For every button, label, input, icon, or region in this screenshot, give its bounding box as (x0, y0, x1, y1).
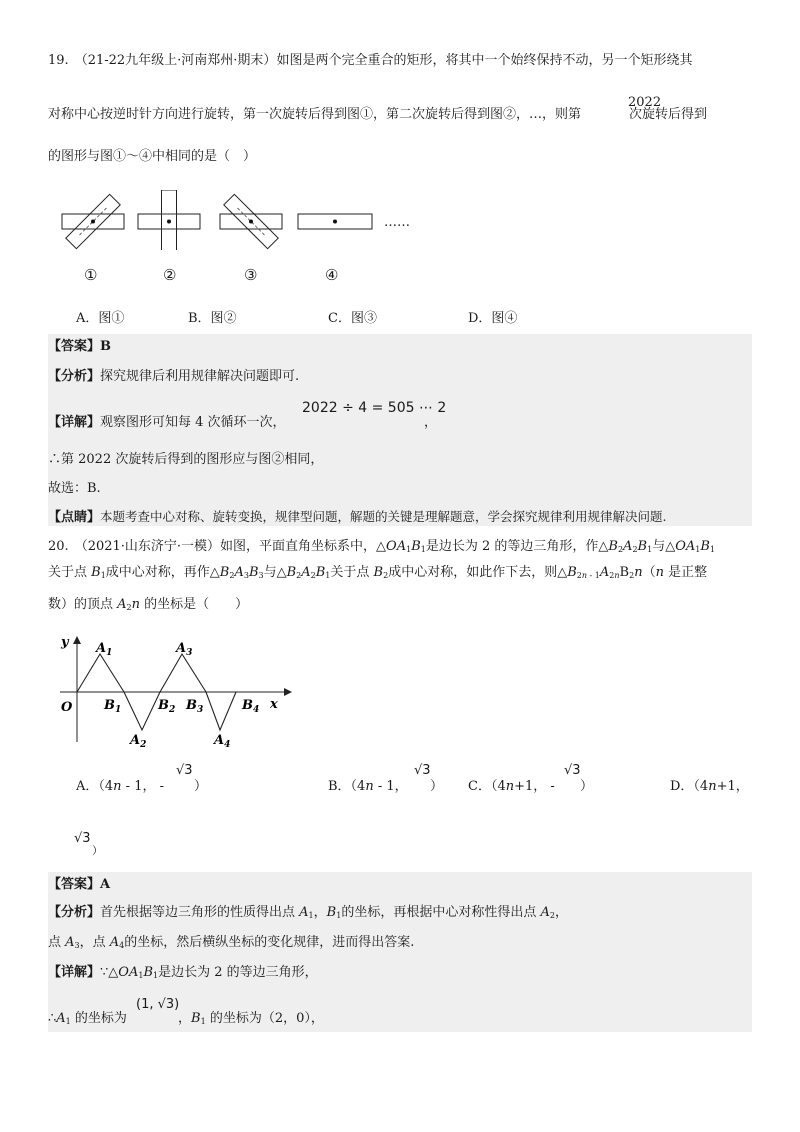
q19-analysis-tag: 【分析】 (48, 369, 101, 384)
q19-stem-line2b: 次旋转后得到 (629, 107, 708, 122)
q19-year: 2022 (628, 95, 662, 110)
q19-figure-2 (138, 190, 200, 250)
q19-figures (54, 190, 494, 250)
q19-option-a: A．图① (76, 311, 125, 326)
q20-detail-line2-tail: ，$B_1$ 的坐标为（2，0）， (178, 1011, 324, 1026)
q19-choice: 故选：B. (48, 481, 101, 496)
q19-fig-label-1: ① (84, 266, 98, 284)
q20-option-d: D．（4n+1， (670, 779, 749, 794)
q19-figure-4 (298, 214, 372, 229)
q20-option-c-end: ） (580, 779, 594, 794)
q20-option-b-sqrt: √3 (414, 763, 431, 778)
q19-fig-label-3: ③ (244, 266, 258, 284)
q19-line1 (48, 52, 692, 70)
q20-analysis-tag: 【分析】 (48, 905, 101, 920)
q20-detail: 【详解】$\because\triangle OA_1B_1$是边长为 2 的等边三角形， (48, 965, 318, 980)
q19-analysis-text: 探究规律后利用规律解决问题即可. (100, 369, 300, 384)
q19-comment-tag: 【点睛】 (48, 510, 101, 525)
q20-option-b: B．（4n - 1， (328, 779, 408, 794)
q20-label-a2: $A_2$ (130, 733, 147, 750)
q20-option-a-end: ） (194, 779, 208, 794)
q20-number: 20. (48, 539, 69, 554)
q19-line2 (48, 106, 707, 124)
q19-stem-line1: 如图是两个完全重合的矩形，将其中一个始终保持不动，另一个矩形绕其 (276, 53, 693, 68)
q20-y-label: y (61, 635, 69, 650)
q20-detail-line2: $\therefore A_1$ 的坐标为 (48, 1011, 127, 1026)
q20-coordinate-figure (58, 632, 298, 752)
q20-coord: (1, √3) (136, 997, 180, 1012)
q20-analysis-line2: 点 $A_3$，点 $A_4$的坐标，然后横纵坐标的变化规律，进而得出答案. (48, 935, 415, 950)
q20-y-axis-arrow (73, 636, 81, 644)
q19-comment (48, 508, 667, 527)
q20-label-b2: $B_2$ (158, 698, 176, 715)
q20-option-a: A．（4n - 1， - (76, 779, 165, 794)
q19-analysis (48, 368, 299, 386)
q20-line2: 关于点 $B_1$成中心对称，再作$\triangle B_2A_3B_3$与$\triangle B_2A_2B_1$关于点 $B_2$成中心对称，如此作下去，则$\triangle B_{2n - 1}A_{2n}B_2n(n$ 是正整 (48, 565, 708, 580)
q20-label-b3: $B_3$ (186, 698, 204, 715)
q20-source: （2021·山东济宁·一模） (74, 539, 221, 554)
q20-option-d-end: ） (92, 844, 103, 857)
q19-line3: 的图形与图①～④中相同的是（ ） (48, 149, 257, 164)
q20-option-c: C．（4n+1， - (468, 779, 555, 794)
q19-source: （21-22九年级上·河南郑州·期末） (74, 53, 277, 68)
q20-analysis: 【分析】首先根据等边三角形的性质得出点 $A_1$，$B_1$的坐标，再根据中心对称性得出点 $A_2$， (48, 905, 568, 920)
q19-detail-text: 观察图形可知每 4 次循环一次， (100, 415, 286, 430)
q19-fig-label-4: ④ (325, 266, 339, 284)
q19-ellipsis: …… (384, 215, 410, 230)
q19-formula: 2022 ÷ 4 = 505 ⋯ 2 (302, 400, 447, 416)
q19-option-c: C．图③ (328, 311, 377, 326)
q20-line3: 数）的顶点 $A_2n$ 的坐标是（ ） (48, 597, 249, 612)
q20-x-axis-arrow (284, 688, 292, 696)
q20-label-b1: $B_1$ (104, 698, 122, 715)
q20-label-a3: $A_3$ (176, 641, 193, 658)
q20-line1: 20. （2021·山东济宁·一模）如图，平面直角坐标系中，$\triangle OA_1B_1$是边长为 2 的等边三角形，作$\triangle B_2A_2B_1$与$\triangle OA_1B_1$ (48, 539, 715, 554)
q20-x-label: x (270, 697, 278, 712)
q20-label-a4: $A_4$ (214, 733, 231, 750)
q19-option-d: D．图④ (468, 311, 518, 326)
q20-label-b4: $B_4$ (242, 698, 260, 715)
q20-origin-label: O (61, 700, 73, 715)
q19-detail (48, 414, 286, 432)
q20-detail-tag: 【详解】 (48, 965, 101, 980)
q20-label-a1: $A_1$ (96, 641, 113, 658)
q19-number: 19. (48, 53, 69, 68)
q19-detail-tag: 【详解】 (48, 415, 101, 430)
q19-figure-1 (62, 194, 124, 248)
q19-answer: 【答案】B (48, 339, 111, 354)
q19-fig-label-2: ② (163, 266, 177, 284)
q20-option-b-end: ） (430, 779, 444, 794)
q20-option-a-sqrt: √3 (176, 763, 193, 778)
q19-stem-line2a: 对称中心按逆时针方向进行旋转，第一次旋转后得到图①，第二次旋转后得到图②，…，则第 (48, 107, 582, 122)
q19-option-b: B．图② (188, 311, 237, 326)
q20-option-d-sqrt: √3 (74, 831, 91, 846)
q20-answer: 【答案】A (48, 877, 111, 892)
q19-figure-3 (220, 194, 282, 248)
q19-formula-comma: ， (424, 415, 438, 430)
q20-option-c-sqrt: √3 (564, 763, 581, 778)
q19-comment-text: 本题考查中心对称、旋转变换，规律型问题，解题的关键是理解题意，学会探究规律利用规律解决问题. (100, 509, 667, 524)
q19-therefore: ∴第 2022 次旋转后得到的图形应与图②相同， (48, 452, 324, 467)
